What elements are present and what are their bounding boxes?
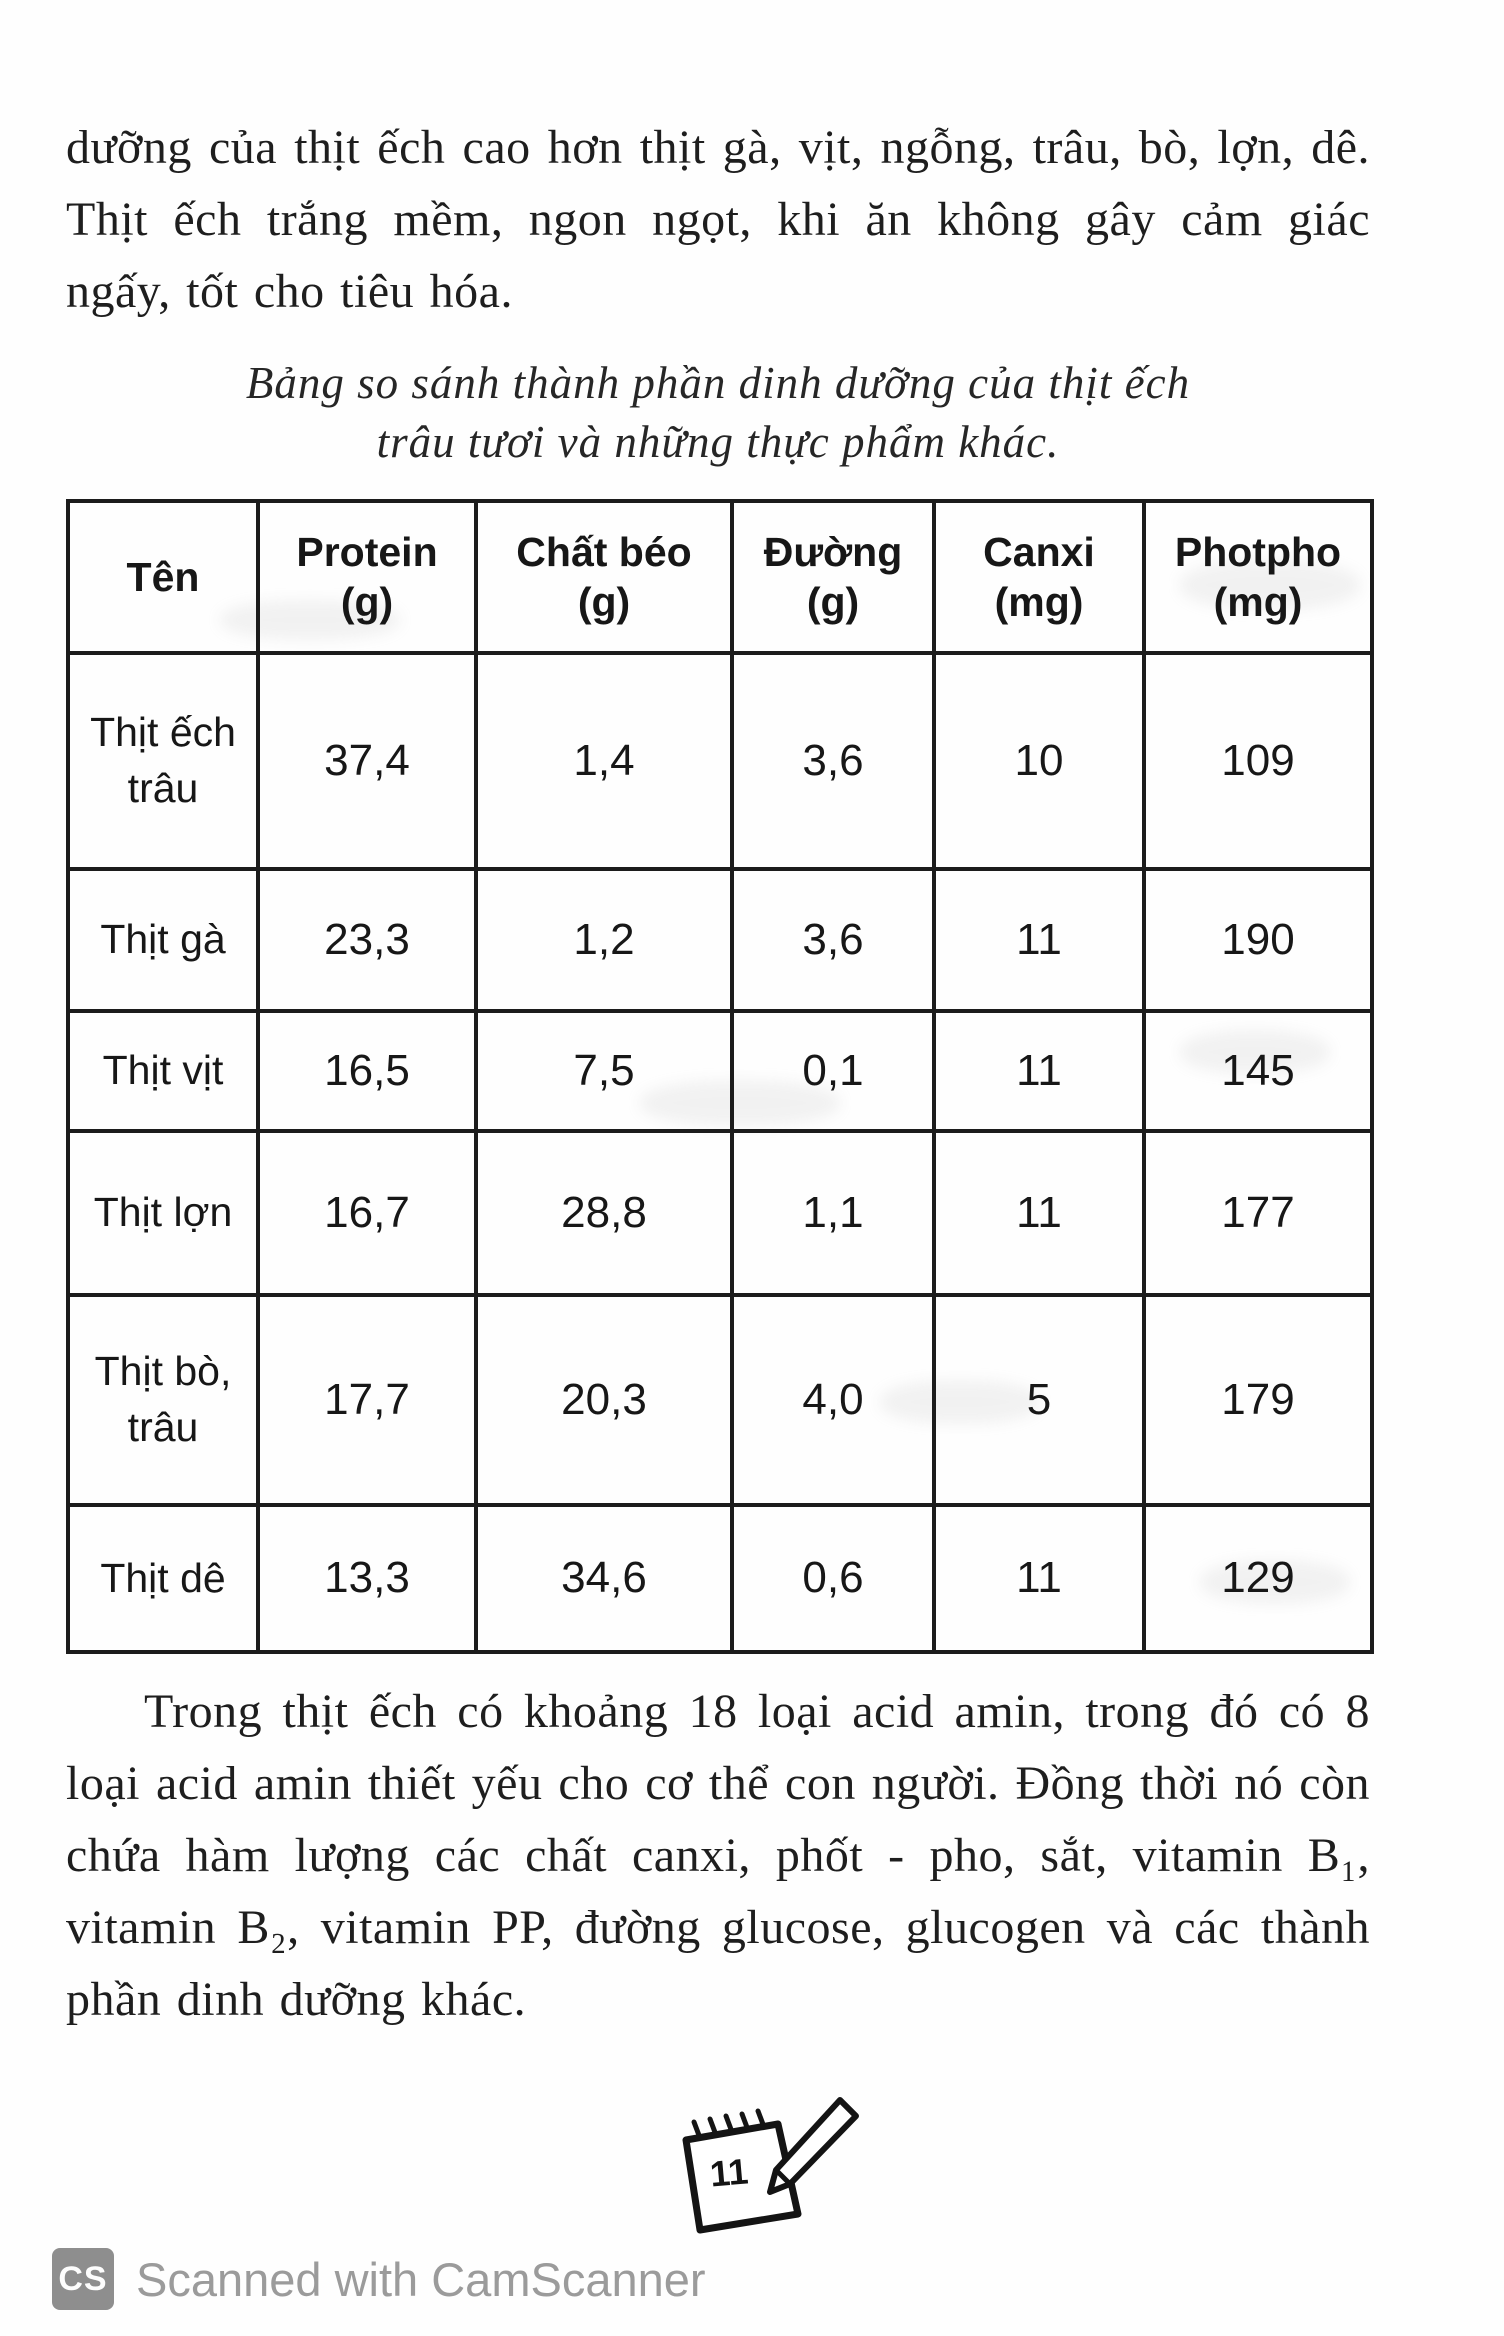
phosphorus-cell: 109	[1144, 653, 1372, 869]
row-name: Thịt dê	[100, 1554, 226, 1601]
col-header-unit: (g)	[340, 578, 394, 625]
row-name: Thịt ếch trâu	[90, 709, 236, 811]
col-header-label: Protein	[296, 528, 438, 575]
table-row	[68, 1131, 1372, 1295]
fat-cell: 34,6	[476, 1505, 732, 1652]
fat-cell: 1,2	[476, 869, 732, 1011]
table-caption	[66, 354, 1370, 473]
col-header-sugar	[732, 501, 934, 653]
row-name: Thịt vịt	[102, 1047, 224, 1094]
sugar-cell: 4,0	[732, 1295, 934, 1505]
sugar-cell: 3,6	[732, 869, 934, 1011]
fat-cell: 20,3	[476, 1295, 732, 1505]
col-header-unit: (g)	[806, 578, 860, 625]
row-name-cell	[68, 1295, 258, 1505]
body-paragraph: Trong thịt ếch có khoảng 18 loại acid amin, trong đó có 8 loại acid amin thiết yếu cho cơ thể con người. Đồng thời nó còn chứa hàm lượng các chất canxi, phốt - pho, sắt, vitamin B₁, vitamin B₂, vitamin PP, đường glucose, glucogen và các thành phần dinh dưỡng khác.	[66, 1684, 1370, 2026]
col-header-unit: (mg)	[1213, 578, 1303, 625]
table-header-row	[68, 501, 1372, 653]
table-row	[68, 1011, 1372, 1131]
protein-cell: 13,3	[258, 1505, 476, 1652]
phosphorus-cell: 129	[1144, 1505, 1372, 1652]
page-number: 11	[708, 2150, 750, 2195]
calcium-cell: 11	[934, 1131, 1144, 1295]
col-header-unit: (g)	[577, 578, 631, 625]
sugar-cell: 3,6	[732, 653, 934, 869]
table-caption-line1: Bảng so sánh thành phần dinh dưỡng của thịt ếch	[245, 358, 1191, 408]
protein-cell: 16,7	[258, 1131, 476, 1295]
table-row	[68, 1295, 1372, 1505]
intro-paragraph: dưỡng của thịt ếch cao hơn thịt gà, vịt, ngỗng, trâu, bò, lợn, dê. Thịt ếch trắng mềm, ngon ngọt, khi ăn không gây cảm giác ngấy, tốt cho tiêu hóa.	[66, 121, 1370, 318]
camscanner-logo-icon: CS	[52, 2248, 114, 2310]
protein-cell: 37,4	[258, 653, 476, 869]
row-name-cell	[68, 1011, 258, 1131]
calcium-cell: 5	[934, 1295, 1144, 1505]
phosphorus-cell: 145	[1144, 1011, 1372, 1131]
row-name: Thịt bò, trâu	[94, 1348, 232, 1450]
calcium-cell: 10	[934, 653, 1144, 869]
col-header-unit: (mg)	[994, 578, 1084, 625]
sugar-cell: 0,1	[732, 1011, 934, 1131]
col-header-calcium	[934, 501, 1144, 653]
fat-cell: 28,8	[476, 1131, 732, 1295]
row-name-cell	[68, 653, 258, 869]
page-content	[66, 112, 1370, 2036]
table-row	[68, 1505, 1372, 1652]
row-name-cell	[68, 1505, 258, 1652]
row-name: Thịt lợn	[93, 1189, 233, 1236]
page-number-badge	[648, 2092, 868, 2242]
col-header-label: Tên	[126, 553, 200, 600]
table-row	[68, 653, 1372, 869]
col-header-label: Chất béo	[516, 528, 692, 575]
camscanner-footer-text: Scanned with CamScanner	[136, 2252, 706, 2306]
nutrition-table	[66, 499, 1374, 1654]
fat-cell: 1,4	[476, 653, 732, 869]
row-name-cell	[68, 869, 258, 1011]
row-name-cell	[68, 1131, 258, 1295]
col-header-fat	[476, 501, 732, 653]
calcium-cell: 11	[934, 1505, 1144, 1652]
sugar-cell: 0,6	[732, 1505, 934, 1652]
fat-cell: 7,5	[476, 1011, 732, 1131]
table-row	[68, 869, 1372, 1011]
col-header-name	[68, 501, 258, 653]
notebook-pencil-icon	[648, 2092, 868, 2242]
protein-cell: 23,3	[258, 869, 476, 1011]
sugar-cell: 1,1	[732, 1131, 934, 1295]
col-header-label: Canxi	[983, 528, 1095, 575]
table-caption-line2: trâu tươi và những thực phẩm khác.	[376, 417, 1060, 468]
col-header-label: Photpho	[1174, 528, 1342, 575]
calcium-cell: 11	[934, 869, 1144, 1011]
col-header-protein	[258, 501, 476, 653]
row-name: Thịt gà	[100, 916, 226, 963]
phosphorus-cell: 177	[1144, 1131, 1372, 1295]
phosphorus-cell: 179	[1144, 1295, 1372, 1505]
col-header-label: Đường	[763, 528, 903, 575]
protein-cell: 17,7	[258, 1295, 476, 1505]
col-header-phosphorus	[1144, 501, 1372, 653]
phosphorus-cell: 190	[1144, 869, 1372, 1011]
calcium-cell: 11	[934, 1011, 1144, 1131]
camscanner-footer	[52, 2248, 706, 2310]
protein-cell: 16,5	[258, 1011, 476, 1131]
